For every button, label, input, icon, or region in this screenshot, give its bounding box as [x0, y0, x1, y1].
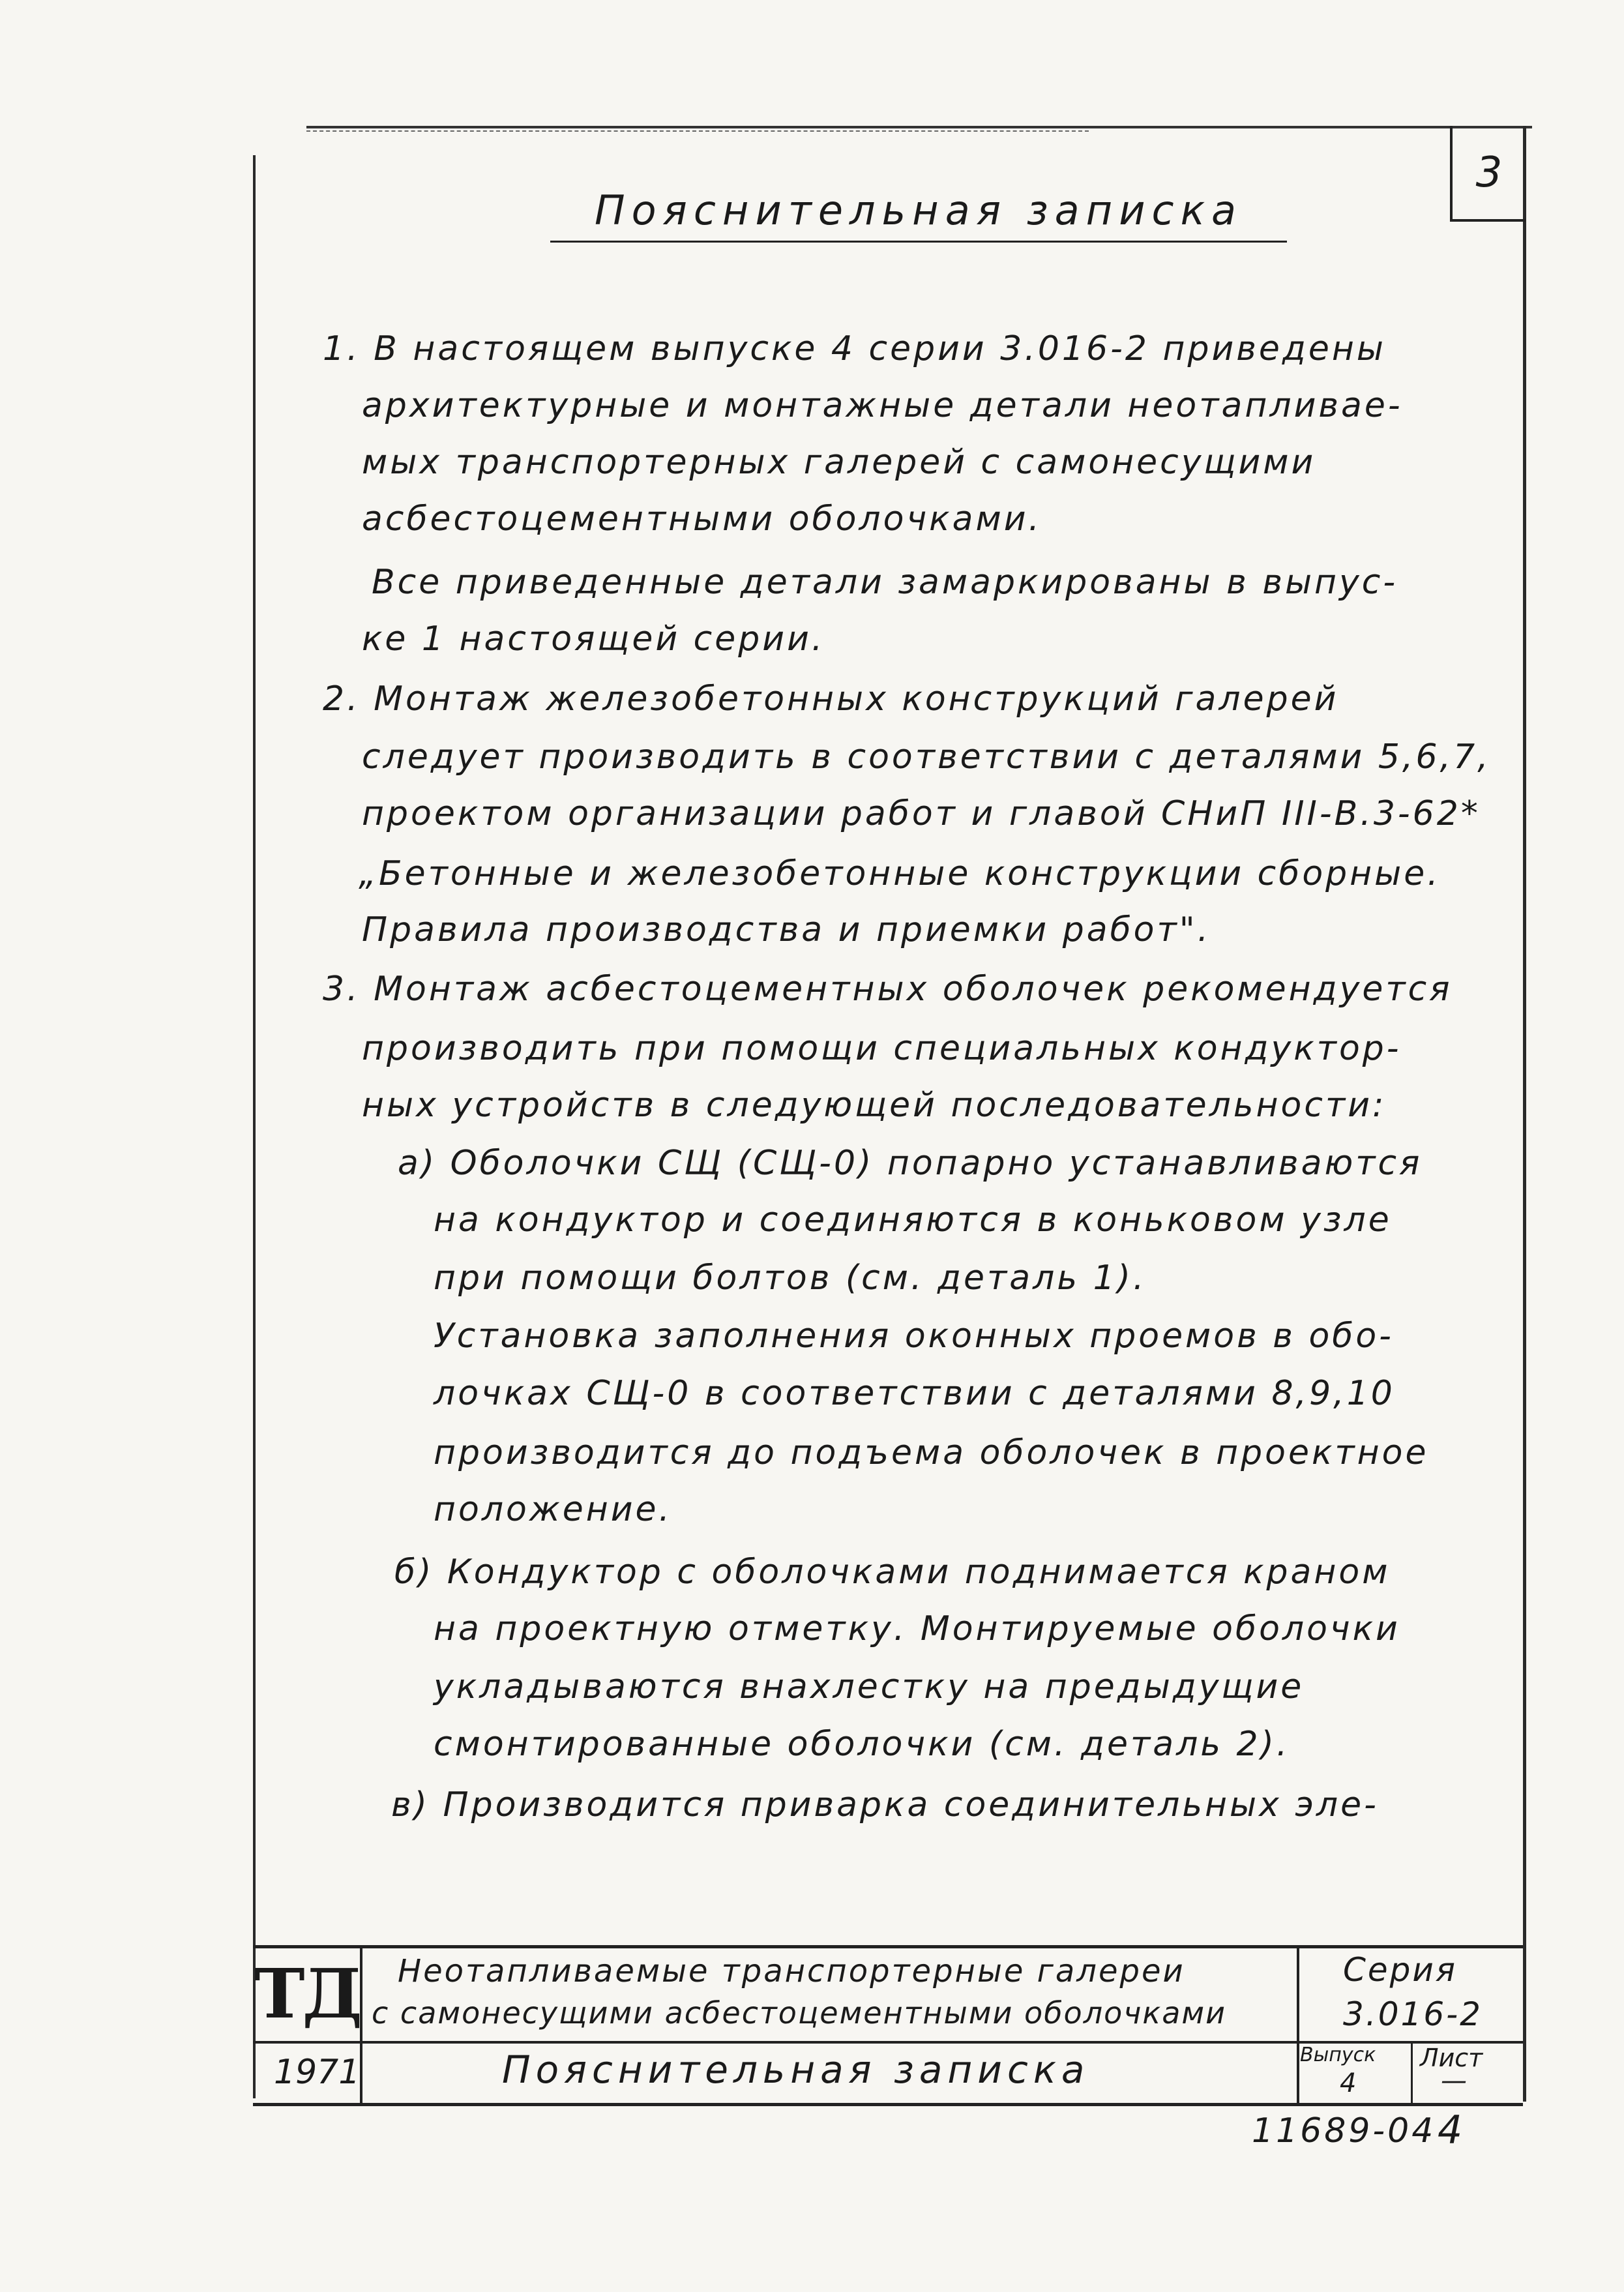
title-block-divider-issue-sheet: [1411, 2041, 1413, 2103]
body-line-13: производить при помощи специальных кондуктор-: [362, 1029, 1402, 1068]
body-line-24: укладываются внахлестку на предыдущие: [434, 1667, 1305, 1706]
body-line-20: производится до подъема оболочек в проектное: [434, 1433, 1429, 1472]
body-line-5: Все приведенные детали замаркированы в выпус-: [372, 563, 1398, 602]
page-number: 4: [1438, 2107, 1463, 2153]
project-name-line-1: Неотапливаемые транспортерные галереи: [398, 1953, 1185, 1989]
body-line-17: при помощи болтов (см. деталь 1).: [434, 1258, 1147, 1298]
body-line-1: 1. В настоящем выпуске 4 серии 3.016-2 приведены: [323, 329, 1386, 368]
series-value: 3.016-2: [1343, 1995, 1483, 2033]
title-block-top-rule: [253, 1945, 1523, 1948]
title-block-bottom-rule: [253, 2103, 1523, 2106]
year: 1971: [274, 2053, 361, 2092]
organization-logo: ТД: [254, 1953, 360, 2034]
body-line-11: Правила производства и приемки работ".: [362, 910, 1211, 949]
issue-value: 4: [1340, 2068, 1357, 2098]
title-block-divider-right: [1297, 1945, 1299, 2103]
sheet-value: —: [1441, 2066, 1467, 2096]
body-line-7: 2. Монтаж железобетонных конструкций галерей: [323, 679, 1339, 719]
issue-label: Выпуск: [1300, 2044, 1376, 2066]
page-title: Пояснительная записка: [550, 186, 1287, 243]
body-line-10: „Бетонные и железобетонные конструкции сборные.: [359, 854, 1441, 893]
project-name-line-2: с самонесущими асбестоцементными оболочками: [372, 1995, 1226, 2031]
sheet-number-box: 3: [1450, 126, 1526, 222]
body-line-16: на кондуктор и соединяются в коньковом узле: [434, 1200, 1392, 1240]
body-line-3: мых транспортерных галерей с самонесущими: [362, 443, 1316, 482]
body-line-12: 3. Монтаж асбестоцементных оболочек рекомендуется: [323, 970, 1453, 1009]
inventory-number: 11689-04: [1252, 2111, 1436, 2151]
body-line-22: б) Кондуктор с оболочками поднимается краном: [394, 1553, 1391, 1592]
sheet-label: Лист: [1420, 2044, 1483, 2072]
body-line-9: проектом организации работ и главой СНиП III-В.3-62*: [362, 794, 1481, 833]
title-block-divider-left: [360, 1945, 362, 2103]
frame-left-border: [253, 155, 256, 2098]
body-line-25: смонтированные оболочки (см. деталь 2).: [434, 1725, 1290, 1764]
body-line-21: положение.: [434, 1490, 673, 1529]
frame-top-border: [306, 126, 1532, 128]
series-label: Серия: [1343, 1951, 1457, 1989]
body-line-23: на проектную отметку. Монтируемые оболочки: [434, 1609, 1400, 1648]
frame-top-dashed-line: [306, 130, 1089, 132]
frame-right-border: [1523, 126, 1526, 2102]
body-line-2: архитектурные и монтажные детали неотапливае-: [362, 386, 1403, 425]
body-line-19: лочках СЩ-0 в соответствии с деталями 8,9,10: [434, 1374, 1395, 1413]
body-line-26: в) Производится приварка соединительных эле-: [391, 1785, 1379, 1824]
body-line-4: асбестоцементными оболочками.: [362, 499, 1042, 539]
body-line-6: ке 1 настоящей серии.: [362, 619, 825, 659]
body-line-14: ных устройств в следующей последовательности:: [362, 1086, 1387, 1125]
body-line-18: Установка заполнения оконных проемов в обо-: [434, 1317, 1394, 1356]
body-line-15: а) Оболочки СЩ (СЩ-0) попарно устанавливаются: [398, 1144, 1423, 1183]
document-title: Пояснительная записка: [502, 2047, 1090, 2092]
body-line-8: следует производить в соответствии с деталями 5,6,7,: [362, 737, 1491, 777]
